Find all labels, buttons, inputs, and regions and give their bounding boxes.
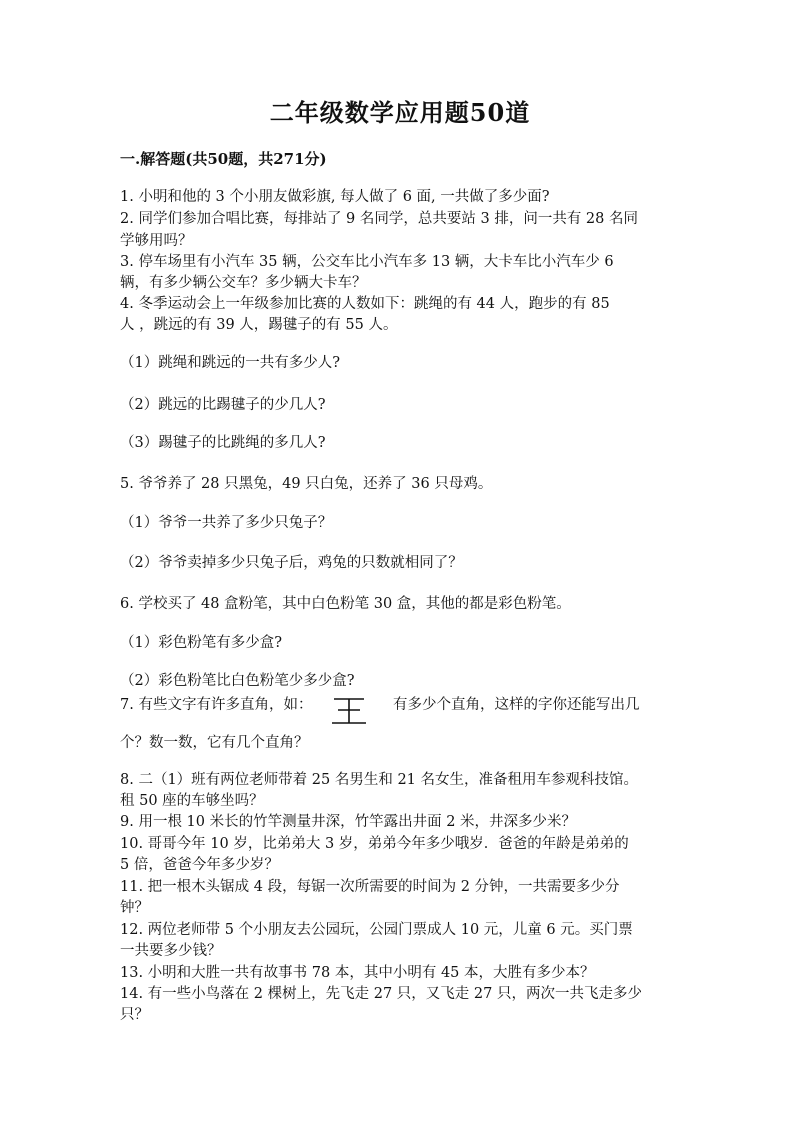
- question-4-sub-2: （2）跳远的比踢毽子的少几人?: [120, 397, 326, 413]
- question-7-line-2: 个？数一数，它有几个直角？: [120, 735, 309, 751]
- question-10-line-1: 10. 哥哥今年 10 岁，比弟弟大 3 岁，弟弟今年多少哦岁．爸爸的年龄是弟弟的: [120, 836, 629, 852]
- question-4-line-1: 4. 冬季运动会上一年级参加比赛的人数如下：跳绳的有 44 人，跑步的有 85: [120, 296, 610, 312]
- question-7-line-1-left: 7. 有些文字有许多直角，如：: [120, 697, 313, 713]
- question-5-line-1: 5. 爷爷养了 28 只黑兔，49 只白兔，还养了 36 只母鸡。: [120, 476, 493, 492]
- question-3-line-1: 3. 停车场里有小汽车 35 辆，公交车比小汽车多 13 辆，大卡车比小汽车少 6: [120, 254, 614, 270]
- question-13: 13. 小明和大胜一共有故事书 78 本，其中小明有 45 本，大胜有多少本？: [120, 965, 595, 981]
- question-6-line-1: 6. 学校买了 48 盒粉笔，其中白色粉笔 30 盒，其他的都是彩色粉笔。: [120, 596, 571, 612]
- question-4-sub-3: （3）踢毽子的比跳绳的多几人?: [120, 435, 326, 451]
- wang-character-glyph: [330, 696, 368, 726]
- question-6-sub-1: （1）彩色粉笔有多少盒?: [120, 635, 282, 651]
- question-11-line-2: 钟？: [120, 900, 149, 916]
- question-8-line-1: 8. 二（1）班有两位老师带着 25 名男生和 21 名女生，准备租用车参观科技馆。: [120, 772, 639, 788]
- question-3-line-2: 辆，有多少辆公交车？多少辆大卡车？: [120, 275, 367, 291]
- question-5-sub-1: （1）爷爷一共养了多少只兔子？: [120, 515, 333, 531]
- wang-character-image: [330, 696, 368, 726]
- question-1: 1. 小明和他的 3 个小朋友做彩旗, 每人做了 6 面, 一共做了多少面?: [120, 189, 550, 205]
- section-heading: 一.解答题(共50题，共271分): [120, 150, 327, 168]
- question-11-line-1: 11. 把一根木头锯成 4 段，每锯一次所需要的时间为 2 分钟，一共需要多少分: [120, 879, 620, 895]
- question-4-line-2: 人 ，跳远的有 39 人，踢毽子的有 55 人。: [120, 317, 398, 333]
- page-title: 二年级数学应用题50道: [269, 98, 531, 127]
- question-9: 9. 用一根 10 米长的竹竿测量井深，竹竿露出井面 2 米，井深多少米？: [120, 814, 577, 830]
- question-4-sub-1: （1）跳绳和跳远的一共有多少人?: [120, 355, 340, 371]
- question-2-line-2: 学够用吗？: [120, 233, 193, 249]
- question-6-sub-2: （2）彩色粉笔比白色粉笔少多少盒?: [120, 673, 355, 689]
- question-14-line-2: 只？: [120, 1007, 149, 1023]
- question-12-line-1: 12. 两位老师带 5 个小朋友去公园玩，公园门票成人 10 元，儿童 6 元。买门票: [120, 922, 633, 938]
- question-5-sub-2: （2）爷爷卖掉多少只兔子后，鸡兔的只数就相同了？: [120, 555, 463, 571]
- question-2-line-1: 2. 同学们参加合唱比赛，每排站了 9 名同学，总共要站 3 排，问一共有 28 名同: [120, 211, 638, 227]
- question-12-line-2: 一共要多少钱？: [120, 943, 222, 959]
- question-14-line-1: 14. 有一些小鸟落在 2 棵树上，先飞走 27 只，又飞走 27 只，两次一共飞走多少: [120, 986, 642, 1002]
- question-7-line-1-right: 有多少个直角，这样的字你还能写出几: [393, 697, 640, 713]
- question-10-line-2: 5 倍，爸爸今年多少岁？: [120, 857, 279, 873]
- question-8-line-2: 租 50 座的车够坐吗？: [120, 793, 264, 809]
